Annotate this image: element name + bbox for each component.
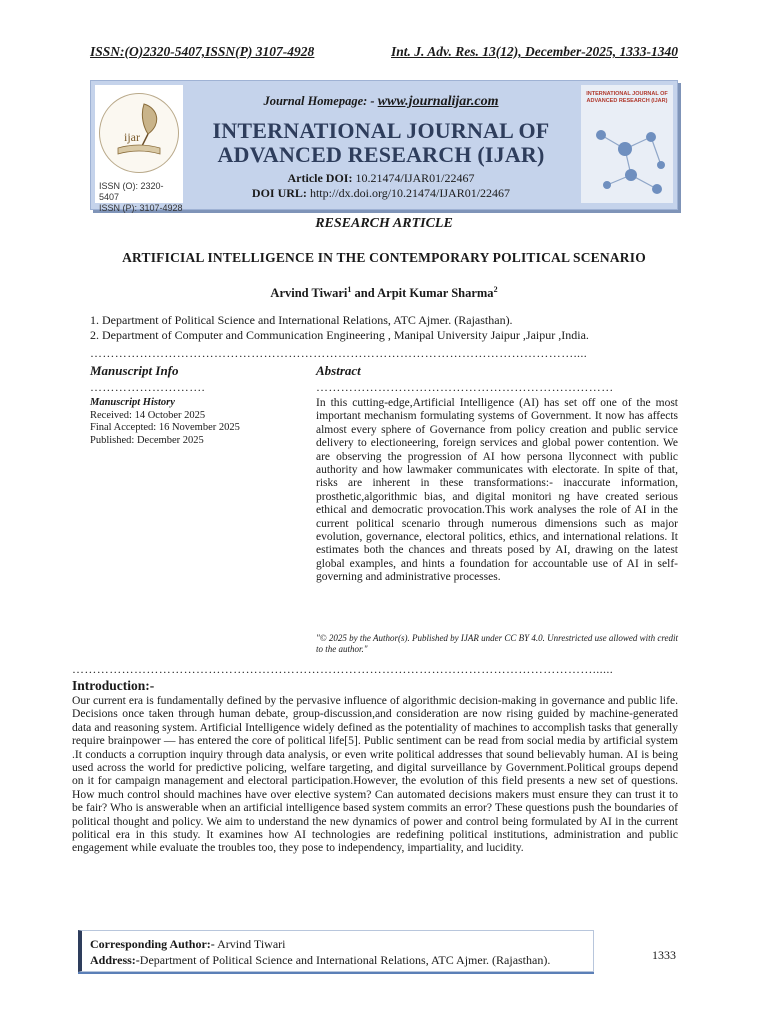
issn-print: ISSN (P): 3107-4928: [99, 203, 183, 213]
divider-bottom: ………………………………………………………………………………………………………………......: [72, 662, 614, 676]
divider-top: ………………………………………………………………………………………………………....: [90, 346, 588, 360]
published-date: Published: December 2025: [90, 434, 204, 446]
issn-online: ISSN (O): 2320-5407: [99, 181, 164, 202]
author-join: and: [351, 286, 378, 301]
banner-center: [185, 81, 577, 211]
running-header: [90, 44, 678, 60]
corr-label: Corresponding Author:-: [90, 937, 215, 951]
homepage-link[interactable]: www.journalijar.com: [377, 94, 499, 109]
issn-block: [99, 181, 183, 214]
journal-banner: [90, 80, 678, 213]
journal-reference: Int. J. Adv. Res. 13(12), December-2025, 1333-1340: [391, 44, 678, 59]
corr-name: Arvind Tiwari: [214, 937, 286, 951]
abstract-heading: Abstract: [316, 363, 361, 378]
page-number: 1333: [652, 948, 676, 962]
address-value: Department of Political Science and International Relations, ATC Ajmer. (Rajasthan).: [139, 953, 551, 967]
manuscript-info-heading: Manuscript Info: [90, 363, 179, 378]
article-type: RESEARCH ARTICLE: [315, 216, 453, 231]
cover-title: INTERNATIONAL JOURNAL OF ADVANCED RESEARCH (IJAR): [586, 91, 668, 104]
issn-line: ISSN:(O)2320-5407,ISSN(P) 3107-4928: [90, 44, 315, 59]
doi-block: [185, 171, 577, 201]
doi-value: 10.21474/IJAR01/22467: [355, 171, 475, 185]
author-1-affil: 1: [347, 285, 352, 294]
molecule-graphic-icon: [581, 85, 673, 203]
doi-label: Article DOI:: [287, 171, 353, 185]
affiliations: [90, 313, 589, 343]
author-2-affil: 2: [493, 285, 498, 294]
license-note: "© 2025 by the Author(s). Published by IJAR under CC BY 4.0. Unrestricted use allowed with credit to the author.": [316, 633, 678, 654]
journal-homepage: [185, 94, 577, 110]
abstract-text: In this cutting-edge,Artificial Intelligence (AI) has set off one of the most important mechanism formulating systems of Government. It now has affects almost every sphere of Governance from policy creation and public service delivery to electioneering, foreign services and global power contention. We are observing the progression of AI how persona llyconnect with public authority and how lawmaker communicates with electorate. In spite of that, risks are inherent in these transformations:- inaccurate information, prosthetic,algorithmic bias, and digital monitori ng have created serious ethical and democratic provocation.This work analyses the role of AI in the current political scenario through numerous dimensions such as major evolution, governance, electoral politics, ethics, and international relations. It estimates both the chances and threats posed by AI, drawing on the latest global examples, and hints a foundation for accountable use of AI in self-governing and administrative processes.: [316, 397, 678, 584]
address-label: Address:-: [90, 953, 140, 967]
journal-logo: [95, 85, 183, 213]
doi-url-label: DOI URL:: [251, 186, 307, 200]
author-2: Arpit Kumar Sharma: [377, 286, 494, 301]
author-1: Arvind Tiwari: [270, 286, 348, 301]
journal-title-line1: INTERNATIONAL JOURNAL OF: [212, 118, 550, 143]
journal-title-line2: ADVANCED RESEARCH (IJAR): [217, 142, 545, 167]
manuscript-history-label: Manuscript History: [90, 397, 175, 408]
logo-text: ijar: [124, 130, 140, 144]
affiliation-1: 1. Department of Political Science and International Relations, ATC Ajmer. (Rajasthan).: [90, 313, 513, 327]
journal-title: [185, 119, 577, 167]
journal-cover-thumbnail: [581, 85, 673, 203]
corresponding-author-box: [78, 930, 594, 972]
introduction-text: Our current era is fundamentally defined by the pervasive influence of algorithmic decision-making in governance and public life. Decisions once taken through human debate, group-discussion,and consideration are now rising guided by machine-generated data and reasoning system. Artificial Intelligence widely defined as the potentiality of machines to accomplish tasks that generally require brainpower — has entered the core of political life[5]. Public sentiment can be read from social media by artificial system .It conducts a corruption inquiry through data analysis, or even write political addresses that sound believably human. AI is being used across the world for predictive policing, welfare targeting, and digital surveillance by Government.Political groups depend on it for campaign management and electoral participation.However, the evolution of this field presents a new set of questions. How much control should machines have over elective system? Can automated decisions makers must ensure they can trust it to be fair? Who is answerable when an artificial intelligence based system commits an error? These questions push the boundaries of political thought and policy. We aim to understand the new dynamics of power and control being formulated by AI in the current political era in this study. It examines how AI technologies are redefining political institutions, administration and public engagement while evaluate the troubles too, they pose to independency, impartiality, and lucidity.: [72, 694, 678, 855]
abstract-dots: ………………………………………………………………: [316, 380, 614, 394]
manuscript-dots: ……………………….: [90, 380, 205, 394]
article-title: ARTIFICIAL INTELLIGENCE IN THE CONTEMPORARY POLITICAL SCENARIO: [122, 250, 646, 265]
manuscript-history: [90, 397, 240, 447]
accepted-date: Final Accepted: 16 November 2025: [90, 422, 240, 433]
doi-url-link[interactable]: http://dx.doi.org/10.21474/IJAR01/22467: [309, 186, 511, 200]
introduction-heading: Introduction:-: [72, 678, 155, 693]
received-date: Received: 14 October 2025: [90, 409, 206, 421]
quill-logo-icon: [99, 93, 179, 173]
homepage-label: Journal Homepage: -: [263, 94, 375, 108]
affiliation-2: 2. Department of Computer and Communication Engineering , Manipal University Jaipur ,Jaipur ,India.: [90, 328, 589, 342]
author-list: [0, 285, 768, 301]
